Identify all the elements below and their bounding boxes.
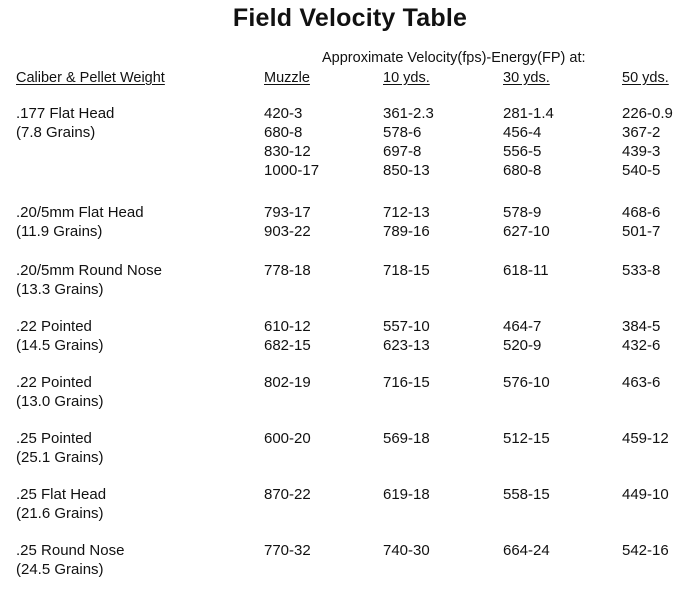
table-cell: 512-15 [503,430,550,447]
column-y30 [503,373,550,392]
table-cell: 558-15 [503,486,550,503]
column-y30 [503,261,549,280]
table-cell: 281-1.4 [503,105,554,122]
table-cell: 576-10 [503,374,550,391]
table-cell: 716-15 [383,374,430,391]
table-cell: 680-8 [264,124,303,141]
column-y50 [622,373,660,392]
caliber-label [16,485,106,523]
header-50-yds: 50 yds. [622,70,669,86]
table-cell: 556-5 [503,143,542,160]
pellet-weight: (24.5 Grains) [16,561,104,578]
column-y30 [503,485,550,504]
table-cell: 432-6 [622,337,661,354]
table-cell: 456-4 [503,124,542,141]
pellet-weight: (21.6 Grains) [16,505,104,522]
column-y10 [383,541,430,560]
table-cell: 464-7 [503,318,542,335]
pellet-weight: (11.9 Grains) [16,223,103,240]
pellet-weight: (13.3 Grains) [16,281,104,298]
column-y50 [622,261,660,280]
table-cell: 697-8 [383,143,422,160]
pellet-weight: (7.8 Grains) [16,124,96,141]
header-10-yds: 10 yds. [383,70,430,86]
table-cell: 501-7 [622,223,661,240]
column-y50 [622,541,669,560]
table-cell: 439-3 [622,143,661,160]
caliber-label [16,373,104,411]
page-title: Field Velocity Table [232,4,468,32]
table-cell: 226-0.9 [622,105,673,122]
pellet-weight: (14.5 Grains) [16,337,104,354]
caliber-name: .22 Pointed [16,318,92,335]
caliber-label [16,317,104,355]
table-cell: 449-10 [622,486,669,503]
table-cell: 578-6 [383,124,422,141]
table-cell: 533-8 [622,262,661,279]
column-y10 [383,485,430,504]
column-muzzle [264,203,311,241]
table-cell: 850-13 [383,162,430,179]
table-cell: 468-6 [622,204,661,221]
table-cell: 1000-17 [264,162,320,179]
column-muzzle [264,261,311,280]
column-y30 [503,104,554,180]
column-y10 [383,261,430,280]
table-cell: 520-9 [503,337,542,354]
table-cell: 540-5 [622,162,661,179]
table-cell: 459-12 [622,430,669,447]
column-y50 [622,104,673,180]
column-y10 [383,104,434,180]
table-cell: 578-9 [503,204,542,221]
table-cell: 789-16 [383,223,430,240]
caliber-name: .20/5mm Round Nose [16,262,162,279]
column-y50 [622,203,660,241]
table-cell: 361-2.3 [383,105,434,122]
table-cell: 557-10 [383,318,430,335]
column-y30 [503,317,541,355]
column-muzzle [264,104,319,180]
table-cell: 623-13 [383,337,430,354]
pellet-weight: (13.0 Grains) [16,393,104,410]
column-y10 [383,203,430,241]
table-cell: 682-15 [264,337,311,354]
pellet-weight: (25.1 Grains) [16,449,104,466]
caliber-label [16,429,104,467]
column-y10 [383,429,430,448]
table-cell: 680-8 [503,162,542,179]
header-caliber: Caliber & Pellet Weight [16,70,165,86]
column-y50 [622,317,660,355]
table-cell: 610-12 [264,318,311,335]
column-y30 [503,429,550,448]
table-cell: 420-3 [264,105,303,122]
table-cell: 384-5 [622,318,661,335]
caliber-name: .177 Flat Head [16,105,115,122]
table-cell: 778-18 [264,262,311,279]
table-cell: 718-15 [383,262,430,279]
column-y30 [503,203,550,241]
caliber-name: .25 Flat Head [16,486,107,503]
column-muzzle [264,541,311,560]
column-y30 [503,541,550,560]
column-y50 [622,485,669,504]
caliber-name: .25 Round Nose [16,542,125,559]
caliber-name: .22 Pointed [16,374,92,391]
column-y50 [622,429,669,448]
caliber-label [16,104,114,142]
table-cell: 618-11 [503,262,549,279]
table-cell: 600-20 [264,430,311,447]
caliber-label [16,203,144,241]
column-y10 [383,317,430,355]
table-cell: 903-22 [264,223,311,240]
table-cell: 793-17 [264,204,311,221]
table-cell: 367-2 [622,124,661,141]
column-muzzle [264,373,311,392]
table-cell: 740-30 [383,542,430,559]
table-cell: 619-18 [383,486,430,503]
table-cell: 542-16 [622,542,669,559]
caliber-label [16,541,124,579]
caliber-name: .25 Pointed [16,430,92,447]
column-y10 [383,373,430,392]
caliber-label [16,261,162,299]
table-cell: 463-6 [622,374,661,391]
table-cell: 569-18 [383,430,430,447]
table-cell: 664-24 [503,542,550,559]
table-cell: 712-13 [383,204,430,221]
table-cell: 770-32 [264,542,311,559]
column-muzzle [264,429,311,448]
velocity-energy-header: Approximate Velocity(fps)-Energy(FP) at: [322,50,586,66]
column-muzzle [264,317,311,355]
table-cell: 830-12 [264,143,311,160]
table-cell: 627-10 [503,223,550,240]
table-cell: 870-22 [264,486,311,503]
table-cell: 802-19 [264,374,311,391]
header-muzzle: Muzzle [264,70,310,86]
column-muzzle [264,485,311,504]
header-30-yds: 30 yds. [503,70,550,86]
caliber-name: .20/5mm Flat Head [16,204,144,221]
